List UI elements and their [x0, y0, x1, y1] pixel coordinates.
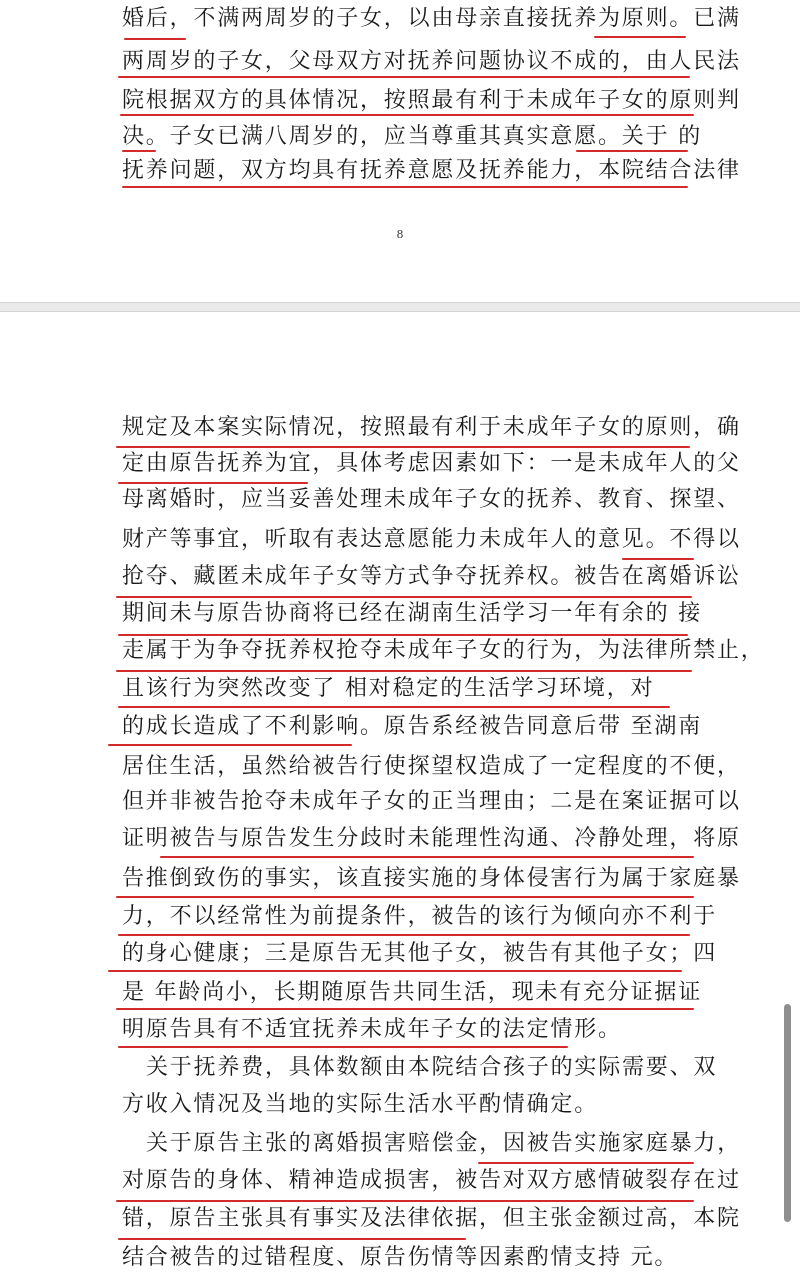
document-page-bottom	[0, 312, 800, 1282]
red-underline	[118, 1238, 466, 1240]
red-underline	[118, 634, 688, 636]
text-line: 告推倒致伤的事实，该直接实施的身体侵害行为属于家庭暴	[122, 866, 741, 891]
text-line: 期间未与原告协商将已经在湖南生活学习一年有余的 接	[122, 601, 702, 626]
red-underline	[118, 934, 690, 936]
text-line: 婚后，不满两周岁的子女，以由母亲直接抚养为原则。已满	[122, 6, 741, 31]
text-line: 但并非被告抢夺未成年子女的正当理由；二是在案证据可以	[122, 789, 741, 814]
red-underline	[116, 896, 694, 898]
red-underline	[116, 596, 692, 598]
red-underline	[118, 76, 690, 78]
red-underline	[576, 150, 688, 152]
text-line: 证明被告与原告发生分歧时未能理性沟通、冷静处理，将原	[122, 826, 741, 851]
red-underline	[478, 1162, 694, 1164]
scrollbar-thumb[interactable]	[784, 1004, 791, 1222]
red-underline	[108, 970, 682, 972]
text-line: 定由原告抚养为宜，具体考虑因素如下：一是未成年人的父	[122, 451, 741, 476]
text-line: 的身心健康；三是原告无其他子女，被告有其他子女；四	[122, 941, 718, 966]
text-line: 力，不以经常性为前提条件，被告的该行为倾向亦不利于	[122, 904, 718, 929]
red-underline	[118, 706, 670, 708]
text-line: 明原告具有不适宜抚养未成年子女的法定情形。	[122, 1017, 622, 1042]
red-underline	[108, 744, 352, 746]
text-line: 错，原告主张具有事实及法律依据，但主张金额过高，本院	[122, 1206, 741, 1231]
text-line: 走属于为争夺抚养权抢夺未成年子女的行为，为法律所禁止，	[122, 638, 765, 663]
text-line: 关于抚养费，具体数额由本院结合孩子的实际需要、双	[146, 1055, 718, 1080]
text-line: 财产等事宜，听取有表达意愿能力未成年人的意见。不得以	[122, 527, 741, 552]
page-separator	[0, 302, 800, 312]
red-underline	[116, 1200, 694, 1202]
page-number: 8	[396, 228, 404, 241]
red-underline	[116, 670, 692, 672]
document-page-top	[0, 0, 800, 302]
text-line: 方收入情况及当地的实际生活水平酌情确定。	[122, 1092, 599, 1117]
text-line: 的成长造成了不利影响。原告系经被告同意后带 至湖南	[122, 714, 702, 739]
red-underline	[120, 114, 694, 116]
red-underline	[124, 38, 186, 40]
text-line: 对原告的身体、精神造成损害，被告对双方感情破裂存在过	[122, 1168, 741, 1193]
red-underline	[622, 558, 694, 560]
text-line: 规定及本案实际情况，按照最有利于未成年子女的原则，确	[122, 415, 741, 440]
red-underline	[116, 446, 690, 448]
red-underline	[118, 1046, 568, 1048]
text-line: 两周岁的子女，父母双方对抚养问题协议不成的，由人民法	[122, 49, 741, 74]
red-underline	[594, 36, 686, 38]
text-line: 居住生活，虽然给被告行使探望权造成了一定程度的不便，	[122, 754, 741, 779]
text-line: 抢夺、藏匿未成年子女等方式争夺抚养权。被告在离婚诉讼	[122, 564, 741, 589]
text-line: 母离婚时，应当妥善处理未成年子女的抚养、教育、探望、	[122, 487, 741, 512]
red-underline	[116, 1008, 694, 1010]
text-line: 关于原告主张的离婚损害赔偿金，因被告实施家庭暴力，	[146, 1131, 742, 1156]
red-underline	[122, 186, 688, 188]
red-underline	[160, 856, 694, 858]
text-line: 且该行为突然改变了 相对稳定的生活学习环境，对	[122, 676, 655, 701]
text-line: 结合被告的过错程度、原告伤情等因素酌情支持 元。	[122, 1245, 679, 1270]
text-line: 是 年龄尚小，长期随原告共同生活，现未有充分证据证	[122, 980, 702, 1005]
red-underline	[118, 482, 308, 484]
text-line: 院根据双方的具体情况，按照最有利于未成年子女的原则判	[122, 88, 741, 113]
text-line: 抚养问题，双方均具有抚养意愿及抚养能力，本院结合法律	[122, 158, 741, 183]
text-line: 决。子女已满八周岁的，应当尊重其真实意愿。关于 的	[122, 124, 702, 149]
red-underline	[122, 150, 156, 152]
